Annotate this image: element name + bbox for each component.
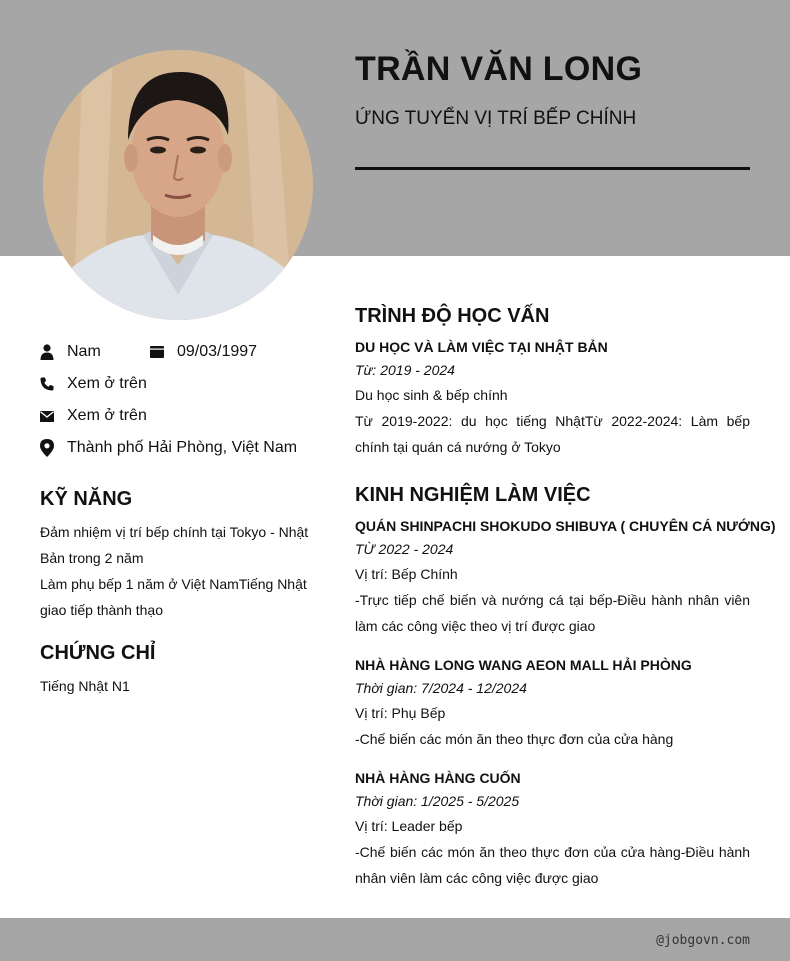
footer-band bbox=[0, 918, 790, 961]
experience-title: KINH NGHIỆM LÀM VIỆC bbox=[355, 484, 591, 506]
job-company: NHÀ HÀNG LONG WANG AEON MALL HẢI PHÒNG bbox=[355, 657, 692, 673]
birthdate-value: 09/03/1997 bbox=[177, 343, 258, 360]
birthdate-row bbox=[150, 343, 257, 361]
gender-value: Nam bbox=[67, 343, 101, 360]
education-title: TRÌNH ĐỘ HỌC VẤN bbox=[355, 305, 550, 327]
job-description: -Chế biến các món ăn theo thực đơn của cửa hàng-Điều hành nhân viên làm các công việc được giao bbox=[355, 844, 750, 886]
job-description: -Trực tiếp chế biến và nướng cá tại bếp-Điều hành nhân viên làm các công việc theo vị trí được giao bbox=[355, 592, 750, 634]
phone-value: Xem ở trên bbox=[67, 375, 147, 392]
education-description: Từ 2019-2022: du học tiếng NhậtTừ 2022-2024: Làm bếp chính tại quán cá nướng ở Tokyo bbox=[355, 413, 750, 455]
applied-position: ỨNG TUYỂN VỊ TRÍ BẾP CHÍNH bbox=[355, 108, 637, 129]
phone-row bbox=[40, 375, 147, 393]
email-row bbox=[40, 407, 147, 425]
job-period: Thời gian: 1/2025 - 5/2025 bbox=[355, 793, 520, 809]
job-role: Vị trí: Leader bếp bbox=[355, 818, 463, 834]
education-role: Du học sinh & bếp chính bbox=[355, 387, 508, 403]
address-value: Thành phố Hải Phòng, Việt Nam bbox=[67, 439, 298, 456]
job-period: TỪ 2022 - 2024 bbox=[355, 541, 454, 557]
phone-icon bbox=[40, 376, 54, 392]
skills-line-1: Đảm nhiệm vị trí bếp chính tại Tokyo - Nhật Bản trong 2 năm bbox=[40, 524, 309, 566]
gender-row bbox=[40, 343, 101, 361]
mail-icon bbox=[40, 408, 54, 424]
skills-line-2: Làm phụ bếp 1 năm ở Việt NamTiếng Nhật giao tiếp thành thạo bbox=[40, 576, 307, 618]
footer-brand: @jobgovn.com bbox=[656, 933, 750, 948]
title-divider bbox=[355, 167, 750, 170]
profile-photo bbox=[43, 50, 313, 320]
person-icon bbox=[40, 344, 54, 360]
location-pin-icon bbox=[40, 440, 54, 456]
job-period: Thời gian: 7/2024 - 12/2024 bbox=[355, 680, 527, 696]
candidate-name: TRẦN VĂN LONG bbox=[355, 50, 643, 88]
job-description: -Chế biến các món ăn theo thực đơn của cửa hàng bbox=[355, 731, 674, 747]
skills-title: KỸ NĂNG bbox=[40, 488, 133, 510]
job-company: NHÀ HÀNG HÀNG CUỐN bbox=[355, 770, 521, 786]
certificate-item: Tiếng Nhật N1 bbox=[40, 678, 130, 694]
education-school: DU HỌC VÀ LÀM VIỆC TẠI NHẬT BẢN bbox=[355, 339, 608, 355]
job-role: Vị trí: Phụ Bếp bbox=[355, 705, 446, 721]
calendar-icon bbox=[150, 344, 164, 360]
education-period: Từ: 2019 - 2024 bbox=[355, 362, 455, 378]
job-role: Vị trí: Bếp Chính bbox=[355, 566, 458, 582]
avatar-illustration bbox=[43, 50, 313, 320]
email-value: Xem ở trên bbox=[67, 407, 147, 424]
job-company: QUÁN SHINPACHI SHOKUDO SHIBUYA ( CHUYÊN CÁ NƯỚNG) bbox=[355, 518, 776, 534]
address-row bbox=[40, 439, 297, 457]
certificates-title: CHỨNG CHỈ bbox=[40, 642, 156, 664]
